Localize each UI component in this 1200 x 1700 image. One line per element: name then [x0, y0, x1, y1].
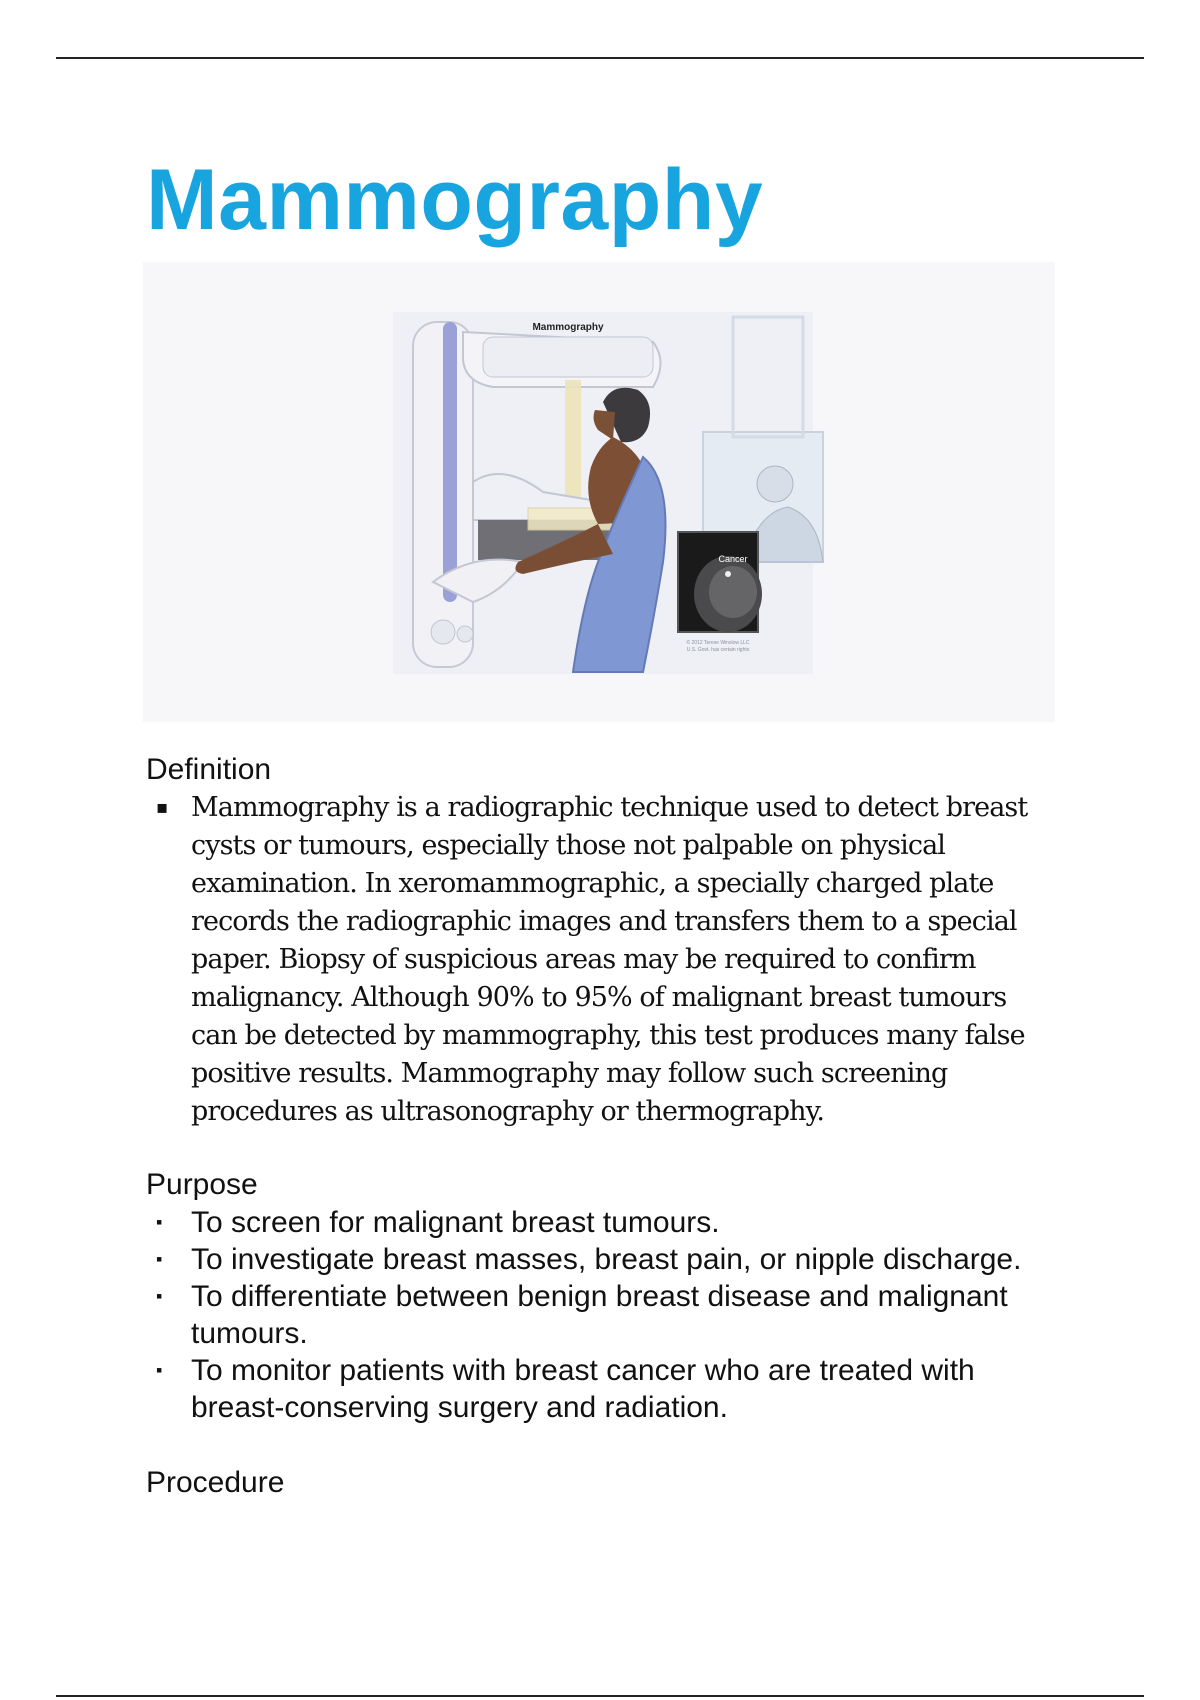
purpose-item-3: To differentiate between benign breast disease and malignant tumours. [191, 1280, 1008, 1350]
purpose-item-2: To investigate breast masses, breast pain, or nipple discharge. [191, 1243, 1022, 1276]
illustration-svg [143, 262, 1055, 722]
list-item [146, 789, 1056, 1131]
inset-label: Cancer [718, 554, 748, 564]
definition-list [146, 789, 1056, 1131]
bullet-icon: ▪ [156, 797, 168, 818]
footer-rule [56, 1695, 1144, 1697]
bullet-icon: ▪ [156, 1360, 163, 1380]
procedure-heading: Procedure [146, 1466, 285, 1499]
list-item [146, 1352, 1046, 1426]
figure-caption: Mammography [532, 322, 604, 333]
figure-credit-2: U.S. Govt. has certain rights [686, 647, 750, 653]
purpose-item-4: To monitor patients with breast cancer who are treated with breast-conserving surgery and radiation. [191, 1354, 975, 1424]
definition-text: Mammography is a radiographic technique used to detect breast cysts or tumours, especially those not palpable on physical examination. In xeromammographic, a specially charged plate records the radiographic images and transfers them to a special paper. Biopsy of suspicious areas may be required to confirm malignancy. Although 90% to 95% of malignant breast tumours can be detected by mammography, this test produces many false positive results. Mammography may follow such screening procedures as ultrasonography or thermography. [191, 792, 1028, 1127]
bullet-icon: ▪ [156, 1249, 163, 1269]
purpose-list [146, 1204, 1046, 1426]
purpose-item-1: To screen for malignant breast tumours. [191, 1206, 720, 1239]
bullet-icon: ▪ [156, 1286, 163, 1306]
purpose-heading: Purpose [146, 1168, 258, 1201]
list-item [146, 1204, 1046, 1241]
bullet-icon: ▪ [156, 1212, 163, 1232]
figure-credit-1: © 2012 Terese Winslow LLC [686, 640, 750, 646]
list-item [146, 1278, 1046, 1352]
page-title: Mammography [146, 152, 764, 248]
header-rule [56, 57, 1144, 59]
list-item [146, 1241, 1046, 1278]
mammography-illustration [143, 262, 1055, 722]
definition-heading: Definition [146, 753, 272, 786]
